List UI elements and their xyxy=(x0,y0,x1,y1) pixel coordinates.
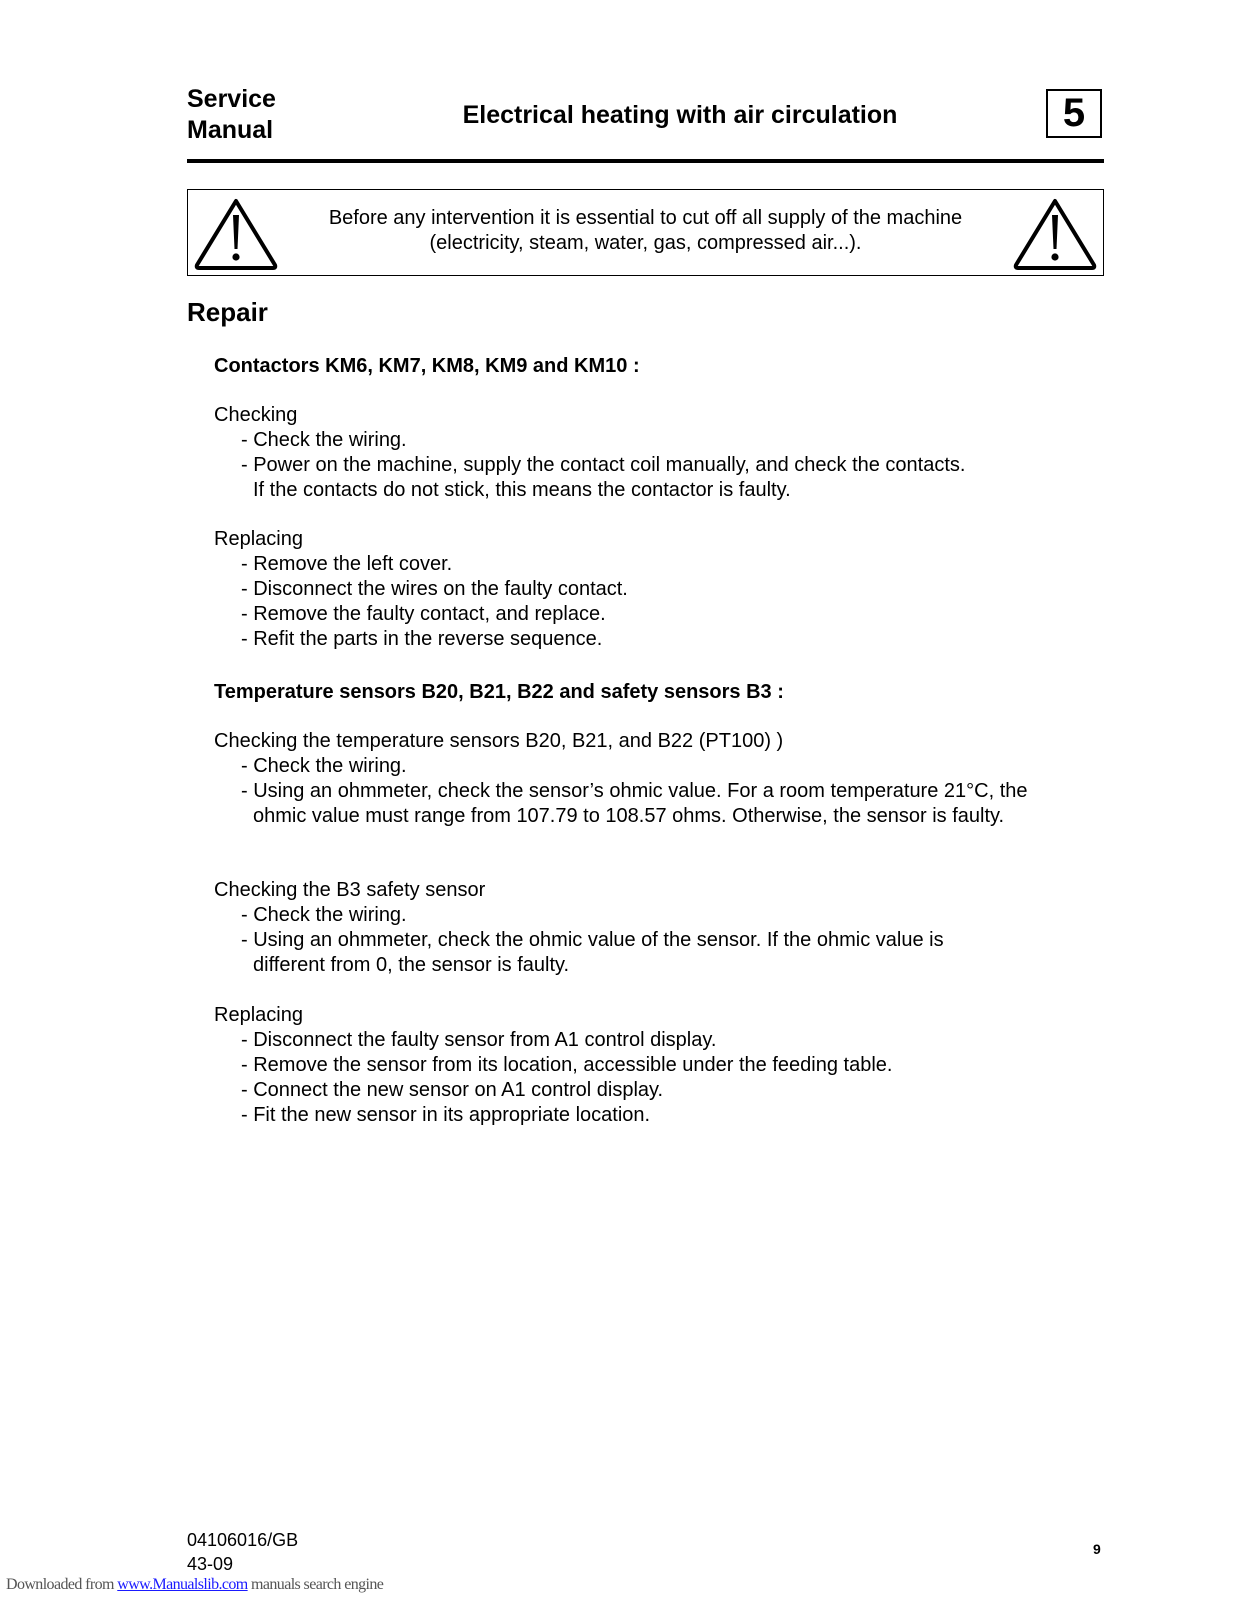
sensors-checking-temp-step-1: - Check the wiring. xyxy=(241,755,407,777)
page-number: 9 xyxy=(1093,1541,1101,1557)
sensors-checking-b3-step-2: - Using an ohmmeter, check the ohmic value of the sensor. If the ohmic value is different from 0, the sensor is faulty. xyxy=(241,929,944,976)
document-code-number: 04106016/GB xyxy=(187,1530,299,1550)
download-suffix: manuals search engine xyxy=(247,1576,384,1593)
sensors-replacing-step-2: - Remove the sensor from its location, accessible under the feeding table. xyxy=(241,1054,893,1076)
sensors-replacing-step-3: - Connect the new sensor on A1 control display. xyxy=(241,1079,664,1101)
contactors-checking-step-1: - Check the wiring. xyxy=(241,429,407,451)
download-prefix: Downloaded from xyxy=(6,1576,118,1593)
contactors-heading: Contactors KM6, KM7, KM8, KM9 and KM10 : xyxy=(214,355,640,377)
contactors-replacing-step-1: - Remove the left cover. xyxy=(241,553,453,575)
contactors-replacing-label: Replacing xyxy=(214,528,303,550)
contactors-checking-step-2: - Power on the machine, supply the contact coil manually, and check the contacts. xyxy=(241,454,966,476)
sensors-checking-b3-step-1: - Check the wiring. xyxy=(241,904,407,926)
sensors-heading: Temperature sensors B20, B21, B22 and safety sensors B3 : xyxy=(214,681,784,703)
sensors-checking-temp-step-2: - Using an ohmmeter, check the sensor’s ohmic value. For a room temperature 21°C, the ohmic value must range from 107.79 to 108.57 ohms. Otherwise, the sensor is faulty. xyxy=(241,780,1028,827)
document-date-code: 43-09 xyxy=(187,1554,234,1574)
header-divider xyxy=(187,159,1104,163)
sensors-checking-temp-label: Checking the temperature sensors B20, B21, and B22 (PT100) ) xyxy=(214,730,784,752)
sensors-checking-b3-label: Checking the B3 safety sensor xyxy=(214,879,486,901)
safety-warning-text xyxy=(288,206,1003,256)
document-code xyxy=(187,1528,298,1576)
warning-triangle-icon xyxy=(1012,197,1098,271)
page-title: Electrical heating with air circulation xyxy=(462,101,898,129)
sensors-replacing-label: Replacing xyxy=(214,1004,303,1026)
manualslib-link[interactable]: www.Manualslib.com xyxy=(117,1576,248,1593)
contactors-replacing-step-2: - Disconnect the wires on the faulty contact. xyxy=(241,578,628,600)
manual-label-line1: Service xyxy=(187,85,276,113)
safety-warning-box xyxy=(187,189,1104,276)
contactors-checking-label: Checking xyxy=(214,404,298,426)
contactors-checking-step-2-cont: If the contacts do not stick, this means the contactor is faulty. xyxy=(253,479,791,501)
sensors-replacing-step-4: - Fit the new sensor in its appropriate location. xyxy=(241,1104,651,1126)
manual-label xyxy=(187,84,276,146)
contactors-replacing-step-4: - Refit the parts in the reverse sequence. xyxy=(241,628,603,650)
sensors-replacing-step-1: - Disconnect the faulty sensor from A1 control display. xyxy=(241,1029,717,1051)
safety-warning-line2: (electricity, steam, water, gas, compressed air...). xyxy=(429,232,862,254)
section-title: Repair xyxy=(187,297,268,327)
warning-triangle-icon xyxy=(193,197,279,271)
manual-label-line2: Manual xyxy=(187,116,274,144)
safety-warning-line1: Before any intervention it is essential to cut off all supply of the machine xyxy=(328,207,963,229)
download-attribution xyxy=(6,1576,383,1594)
contactors-replacing-step-3: - Remove the faulty contact, and replace. xyxy=(241,603,606,625)
chapter-number-box: 5 xyxy=(1046,89,1102,138)
